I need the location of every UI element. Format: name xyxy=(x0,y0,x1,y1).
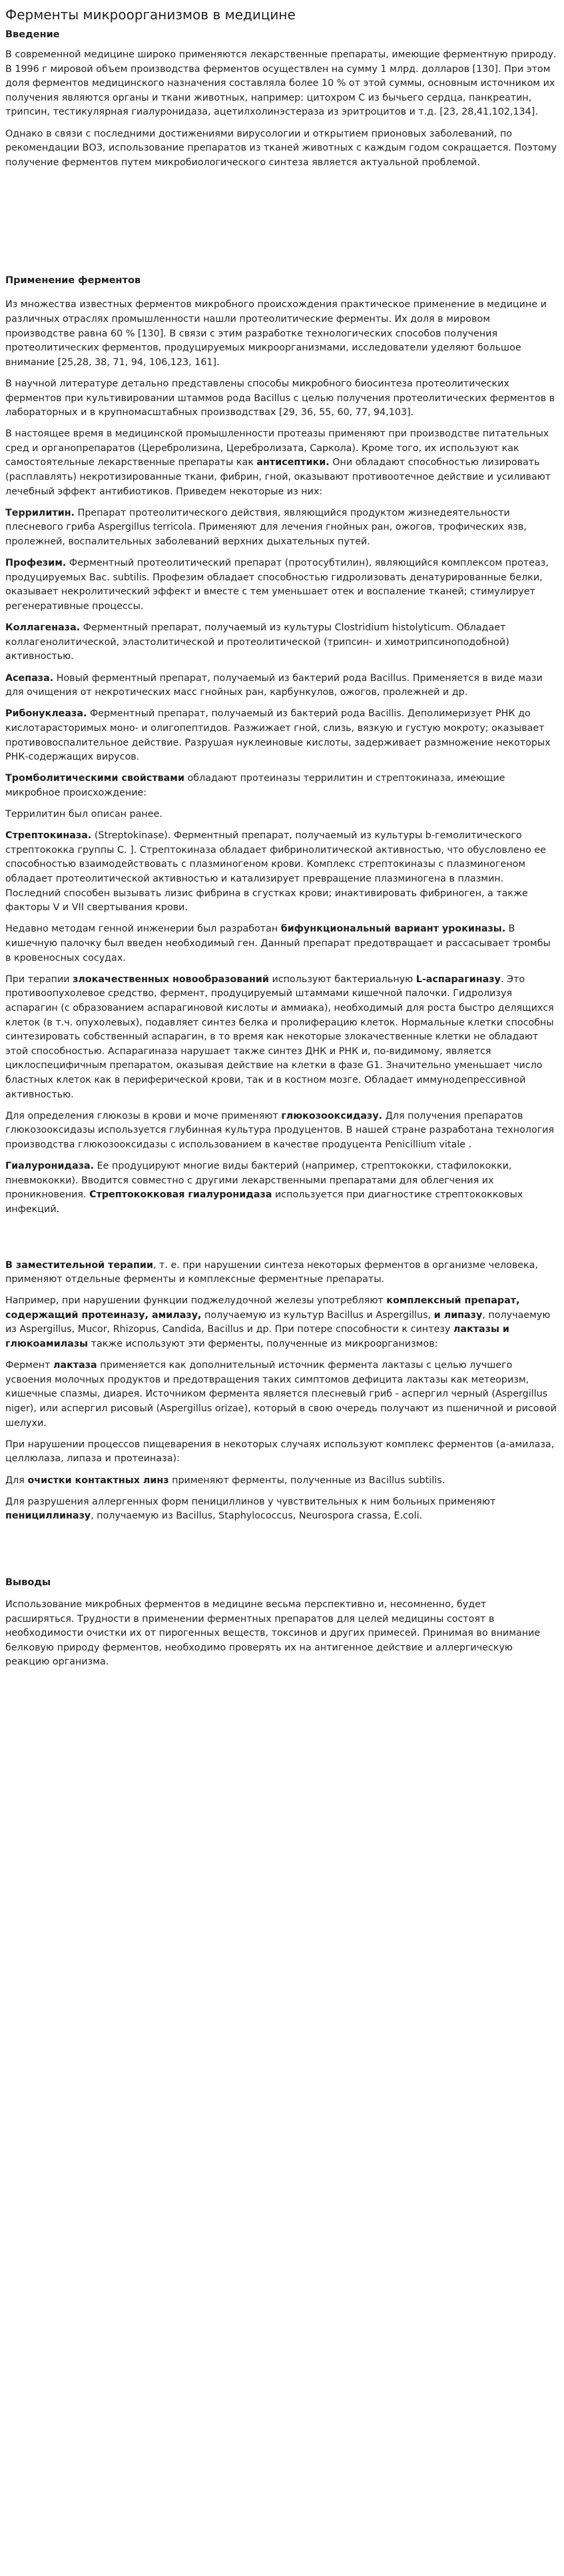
bold-term: Профезим. xyxy=(5,558,67,569)
application-heading: Применение ферментов xyxy=(5,275,141,287)
text-run: В настоящее время в медицинской промышленности протеазы применяют при производстве питательных сред и органопрепаратов (Церебролизина, Церебролизата, Саркола). Кроме того, их используют как самостоятельные лекарственные препараты как xyxy=(5,428,549,468)
paragraph xyxy=(5,127,557,171)
bold-term: Гиалуронидаза. xyxy=(5,1161,95,1172)
bold-term: очистки контактных линз xyxy=(27,1475,169,1486)
bold-term: Стрептокиназа. xyxy=(5,830,92,842)
paragraph xyxy=(5,621,557,664)
intro-section xyxy=(5,28,557,170)
bold-term: Асепаза. xyxy=(5,672,54,684)
text-run: Из множества известных ферментов микробного происхождения практическое применение в медицине и различных отраслях промышленности нашли протеолитические ферменты. Их доля в мировом производстве равна 60 % [130]. В связи с этим разработке технологических способов получения протеолитических ферментов, продуцируемых микроорганизмами, исследователи уделяют большое внимание [25,28, 38, 71, 94, 106,123, 161]. xyxy=(5,299,547,368)
application-body xyxy=(5,298,557,1524)
text-run: Препарат протеолитического действия, являющийся продуктом жизнедеятельности плесневого гриба Aspergillus terricola. Применяют для лечения гнойных ран, ожогов, трофических язв, пролежней, воспалительных заболеваний верхних дыхательных путей. xyxy=(5,507,527,548)
intro-body xyxy=(5,48,557,170)
text-run: применяется как дополнительный источник фермента лактазы с целью лучшего усвоения молочных продуктов и предотвращения таких симптомов дефицита лактазы как метеоризм, кишечные спазмы, диарея. Источником фермента является плесневый гриб - аспергил черный (Aspergillus niger), или аспергил рисовый (Aspergillus orizae), который в свою очередь получают из пшеничной и рисовой шелухи. xyxy=(5,1360,557,1429)
bold-term: Рибонуклеаза. xyxy=(5,708,87,720)
text-run: Для xyxy=(5,1475,28,1486)
text-run: также используют эти ферменты, полученные из микроорганизмов: xyxy=(88,1339,438,1350)
paragraph xyxy=(5,1598,557,1670)
text-run: Ее продуцируют многие виды бактерий (например, стрептококки, стафилококки, пневмококки). Вводится совместно с другими лекарственными препаратами для облегчения их проникновения. xyxy=(5,1161,512,1201)
text-run: Ферментный протеолитический препарат (протосубтилин), являющийся комплексом протеаз, продуцируемых Bac. subtilis. Профезим обладает способностью гидролизовать денатурированные белки, оказывает некролитический эффект и вместе с тем уменьшает отек и воспаление тканей; стимулирует регенеративные процессы. xyxy=(5,558,549,612)
text-run: В современной медицине широко применяются лекарственные препараты, имеющие ферментную природу. В 1996 г мировой объем производства ферментов осуществлен на сумму 1 млрд. долларов [130]. При этом доля ферментов медицинского назначения составляла более 10 % от этой суммы, основным источником их получения являются органы и ткани животных, например: цитохром С из бычьего сердца, панкреатин, трипсин, тестикулярная гиалуронидаза, ацетилхолинэстераза из эритроцитов и т.д. [23, 28,41,102,134]. xyxy=(5,49,557,118)
paragraph xyxy=(5,506,557,550)
text-run: обладают протеиназы террилитин и стрептокиназа, имеющие микробное происхождение: xyxy=(5,773,505,798)
text-run: Для получения препаратов глюкозооксидазы используется глубинная культура продуцентов. В нашей стране разработана технология производства глюкозооксидазы с использованием в качестве продуцента Penicillium vitale . xyxy=(5,1110,555,1150)
bold-term: и липазу xyxy=(433,1309,483,1321)
paragraph xyxy=(5,298,557,370)
text-run: В кишечную палочку был введен необходимый ген. Данный препарат предотвращает и рассасывает тромбы в кровеносных сосудах. xyxy=(5,924,551,964)
text-run: Например, при нарушении функции поджелудочной железы употребляют xyxy=(5,1295,387,1307)
bold-term: L-аспарагиназу xyxy=(416,973,501,985)
bold-term: пенициллиназу xyxy=(5,1511,91,1522)
paragraph xyxy=(5,1495,557,1524)
text-run: Недавно методам генной инженерии был разработан xyxy=(5,924,281,935)
text-run: Новый ферментный препарат, получаемый из бактерий рода Bacillus. Применяется в виде мази для очищения от некротических масс гнойных ран, карбункулов, ожогов, пролежней и др. xyxy=(5,672,543,698)
text-run: , т. е. при нарушении синтеза некоторых ферментов в организме человека, применяют отдельные ферменты и комплексные ферментные препараты. xyxy=(5,1259,538,1285)
text-run: Однако в связи с последними достижениями вирусологии и открытием прионовых заболеваний, по рекомендации ВОЗ, использование препаратов из тканей животных с каждым годом сокращается. Поэтому получение ферментов путем микробиологического синтеза является актуальной проблемой. xyxy=(5,128,557,168)
text-run: Фермент xyxy=(5,1360,53,1371)
paragraph xyxy=(5,1294,557,1351)
paragraph xyxy=(5,1359,557,1431)
paragraph xyxy=(5,1438,557,1467)
text-run: В научной литературе детально представлены способы микробного биосинтеза протеолитических ферментов при культивировании штаммов рода Bacillus с целью получения протеолитических ферментов в лабораторных и в крупномасштабных производствах [29, 36, 55, 60, 77, 94,103]. xyxy=(5,378,555,418)
paragraph xyxy=(5,556,557,614)
paragraph xyxy=(5,808,557,822)
bold-term: Тромболитическими свойствами xyxy=(5,773,185,784)
paragraph xyxy=(5,973,557,1102)
paragraph xyxy=(5,922,557,966)
document-title: Ферменты микроорганизмов в медицине xyxy=(5,7,296,23)
bold-term: Террилитин. xyxy=(5,507,75,518)
text-run: получаемую из культур Bacillus и Aspergillus, xyxy=(201,1309,434,1321)
paragraph xyxy=(5,1109,557,1153)
paragraph xyxy=(5,1159,557,1217)
paragraph xyxy=(5,377,557,420)
text-run: Для разрушения аллергенных форм пенициллинов у чувствительных к ним больных применяют xyxy=(5,1496,496,1507)
bold-term: Стрептококковая гиалуронидаза xyxy=(89,1189,272,1201)
intro-heading: Введение xyxy=(5,29,60,40)
text-run: Террилитин был описан ранее. xyxy=(5,809,162,820)
paragraph xyxy=(5,772,557,800)
text-run: Ферментный препарат, получаемый из бактерий рода Bacillis. Деполимеризует РНК до кислотарасторимых моно- и олигопептидов. Разжижает гной, слизь, вязкую и густую мокроту; оказывает противовоспалительное действие. Разрушая нуклеиновые кислоты, задерживает размножение некоторых РНК-содержащих вирусов. xyxy=(5,708,551,763)
text-run: применяют ферменты, полученные из Bacillus subtilis. xyxy=(168,1475,445,1486)
paragraph xyxy=(5,829,557,916)
paragraph xyxy=(5,427,557,499)
text-run: Ферментный препарат, получаемый из культуры Clostridium histolyticum. Обладает коллагенолитической, эластолитической и протеолитической (трипсин- и химотрипсиноподобной) активностью. xyxy=(5,622,509,662)
text-run: используют бактериальную xyxy=(268,973,416,985)
paragraph xyxy=(5,1474,557,1489)
paragraph xyxy=(5,672,557,700)
bold-term: Коллагеназа. xyxy=(5,622,81,634)
bold-term: В заместительной терапии xyxy=(5,1259,153,1271)
conclusions-section xyxy=(5,1576,557,1670)
text-run: При терапии xyxy=(5,973,73,985)
text-run: . Это противоопухолевое средство, фермент, продуцируемый штаммами кишечной палочки. Гидролизуя аспарагин (с образованием аспарагиновой кислоты и аммиака), необходимый для роста быстро делящихся клеток (в т.ч. опухолевых), подавляет синтез белка и пролиферацию клеток. Нормальные клетки способны синтезировать собственный аспарагин, в то время как некоторые злокачественные клетки не обладают этой способностью. Аспарагиназа нарушает также синтез ДНК и РНК и, по-видимому, является циклоспецифичным препаратом, оказывая действие на клетки в фазе G1. Значительно уменьшает число бластных клеток как в периферической крови, так и в костном мозге. Обладает иммунодепрессивной активностью. xyxy=(5,973,554,1100)
bold-term: лактаза xyxy=(53,1360,97,1371)
conclusions-body xyxy=(5,1598,557,1670)
text-run: (Streptokinase). Ферментный препарат, получаемый из культуры b-гемолитического стрептококка группы С. ]. Стрептокиназа обладает фибринолитической активностью, что обусловлено ее способностью взаимодействовать с плазминогеном крови. Комплекс стрептокиназы с плазминогеном обладает протеолитической активностью и катализирует превращение плазминогена в плазмин. Последний способен вызывать лизис фибрина в сгустках крови; инактивировать фибриноген, а также факторы V и VII свертывания крови. xyxy=(5,830,546,914)
text-run: Для определения глюкозы в крови и моче применяют xyxy=(5,1110,282,1121)
bold-term: глюкозооксидазу. xyxy=(281,1110,383,1121)
text-run: При нарушении процессов пищеварения в некоторых случаях используют комплекс ферментов (а-амилаза, целлюлаза, липаза и протеиназа): xyxy=(5,1439,555,1465)
paragraph xyxy=(5,1259,557,1287)
bold-term: бифункциональный вариант урокиназы. xyxy=(280,924,506,935)
text-run: , получаемую из Bacillus, Staphylococcus, Neurospora crassa, E.coli. xyxy=(91,1511,423,1522)
text-run: , получаемую из Aspergillus, Mucor, Rhizopus, Candida, Bacillus и др. При потере способности к синтезу xyxy=(5,1309,551,1335)
text-run: Использование микробных ферментов в медицине весьма перспективно и, несомненно, будет расширяться. Трудности в применении ферментных препаратов для целей медицины состоят в необходимости очистки их от пирогенных веществ, токсинов и других примесей. Принимая во внимание белковую природу ферментов, необходимо проверять их на антигенное действие и аллергическую реакцию организма. xyxy=(5,1599,541,1668)
paragraph xyxy=(5,48,557,120)
bold-term: антисептики. xyxy=(256,457,330,468)
bold-term: лактазы и глюкоамилазы xyxy=(5,1324,509,1350)
application-section xyxy=(5,274,557,1524)
text-run: используется при диагностике стрептококковых инфекций. xyxy=(5,1189,523,1215)
text-run: Они обладают способностью лизировать (расплавлять) некротизированные ткани, фибрин, гной, оказывают противоотечное действие и усиливают лечебный эффект антибиотиков. Приведем некоторые из них: xyxy=(5,457,551,497)
bold-term: злокачественных новообразований xyxy=(73,973,269,985)
paragraph xyxy=(5,707,557,764)
bold-term: комплексный препарат, содержащий протеиназу, амилазу, xyxy=(5,1295,520,1321)
conclusions-heading: Выводы xyxy=(5,1577,51,1588)
